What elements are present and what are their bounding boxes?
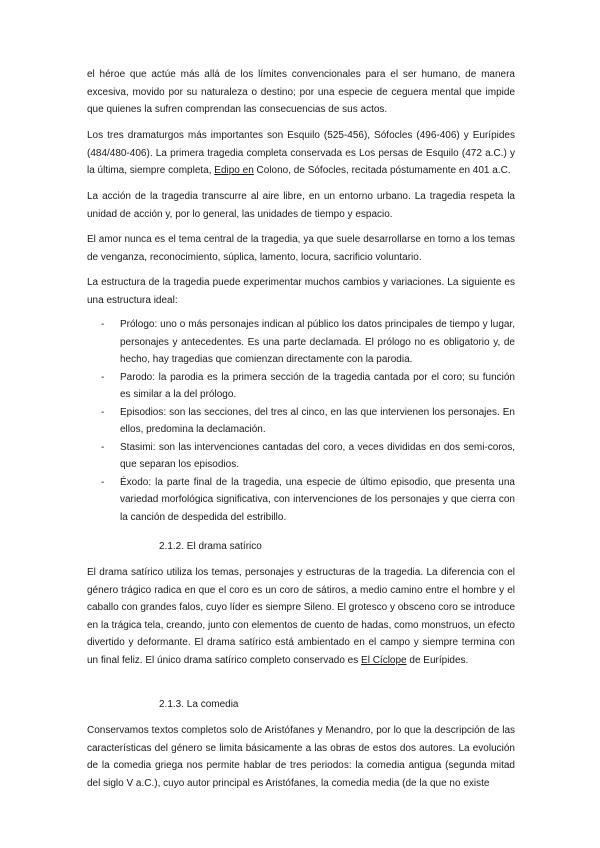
list-item-text: Parodo: la parodia es la primera sección de la tragedia cantada por el coro; su función es similar a la del prólogo. — [120, 371, 515, 400]
heading-satiric-drama: 2.1.2. El drama satírico — [159, 541, 262, 552]
list-dash: - — [101, 441, 105, 453]
list-item-text: Éxodo: la parte final de la tragedia, una especie de último episodio, que presenta una variedad morfológica significativa, con intervenciones de los personajes y que cierra con la canción de despedida del estribillo. — [120, 476, 515, 523]
ciclope-link[interactable]: El Cíclope — [361, 654, 407, 666]
list-item-prologo — [87, 316, 515, 369]
structure-list — [87, 316, 515, 526]
list-item-text: Stasimi: son las intervenciones cantadas del coro, a veces divididas en dos semi-coros, que separan los episodios. — [120, 441, 515, 470]
paragraph-dramatists-text-b: Colono, de Sófocles, recitada póstumamente en 401 a.C. — [253, 165, 511, 176]
paragraph-satiric — [87, 564, 515, 669]
list-item-exodo — [87, 474, 515, 527]
paragraph-structure: La estructura de la tragedia puede experimentar muchos cambios y variaciones. La siguiente es una estructura ideal: — [87, 277, 515, 306]
paragraph-satiric-text-b: de Eurípides. — [406, 654, 469, 666]
list-dash: - — [101, 371, 105, 383]
list-item-text: Prólogo: uno o más personajes indican al público los datos principales de tiempo y lugar, personajes y antecedentes. Es una parte declamada. El prólogo no es obligatorio y, de hecho, hay tragedias que comienzan directamente con la parodia. — [120, 319, 515, 365]
paragraph-comedy: Conservamos textos completos solo de Aristófanes y Menandro, por lo que la descripción de las características del género se limita básicamente a las obras de estos dos autores. La evolución de la comedia griega nos permite hablar de tres periodos: la comedia antigua (segunda mitad del siglo V a.C.), cuyo autor principal es Aristófanes, la comedia media (de la que no existe — [87, 725, 515, 789]
paragraph-action: La acción de la tragedia transcurre al aire libre, en un entorno urbano. La tragedia respeta la unidad de acción y, por lo general, las unidades de tiempo y espacio. — [87, 191, 515, 220]
list-item-episodios — [87, 404, 515, 439]
list-dash: - — [101, 319, 105, 330]
heading-comedy: 2.1.3. La comedia — [159, 699, 239, 710]
list-item-parodo — [87, 369, 515, 404]
paragraph-dramatists — [87, 127, 515, 180]
list-dash: - — [101, 406, 105, 418]
list-item-stasimi — [87, 439, 515, 474]
list-item-text: Episodios: son las secciones, del tres al cinco, en las que intervienen los personajes. En ellos, predomina la declamación. — [120, 406, 515, 435]
list-dash: - — [101, 476, 105, 488]
edipo-link[interactable]: Edipo en — [214, 165, 254, 176]
paragraph-hero: el héroe que actúe más allá de los límites convencionales para el ser humano, de manera excesiva, movido por su naturaleza o destino; por una especie de ceguera mental que impide que quienes la sufren comprendan las consecuencias de sus actos. — [87, 69, 515, 115]
paragraph-love: El amor nunca es el tema central de la tragedia, ya que suele desarrollarse en torno a los temas de venganza, reconocimiento, súplica, lamento, locura, sacrificio voluntario. — [87, 234, 515, 263]
paragraph-satiric-text-a: El drama satírico utiliza los temas, personajes y estructuras de la tragedia. La diferencia con el género trágico radica en que el coro es un coro de sátiros, a medio camino entre el hombre y el caballo con grandes falos, cuyo líder es siempre Sileno. El grotesco y obsceno coro se introduce en la trágica tela, creando, junto con elementos de cuento de hadas, como monstruos, un efecto divertido y deformante. El drama satírico está ambientado en el campo y siempre termina con un final feliz. El único drama satírico completo conservado es — [87, 567, 516, 666]
paragraph-dramatists-text-a: Los tres dramaturgos más importantes son Esquilo (525-456), Sófocles (496-406) y Eurípides (484/480-406). La primera tragedia completa conservada es Los persas de Esquilo (472 a.C.) y la última, siempre completa, — [87, 130, 515, 176]
